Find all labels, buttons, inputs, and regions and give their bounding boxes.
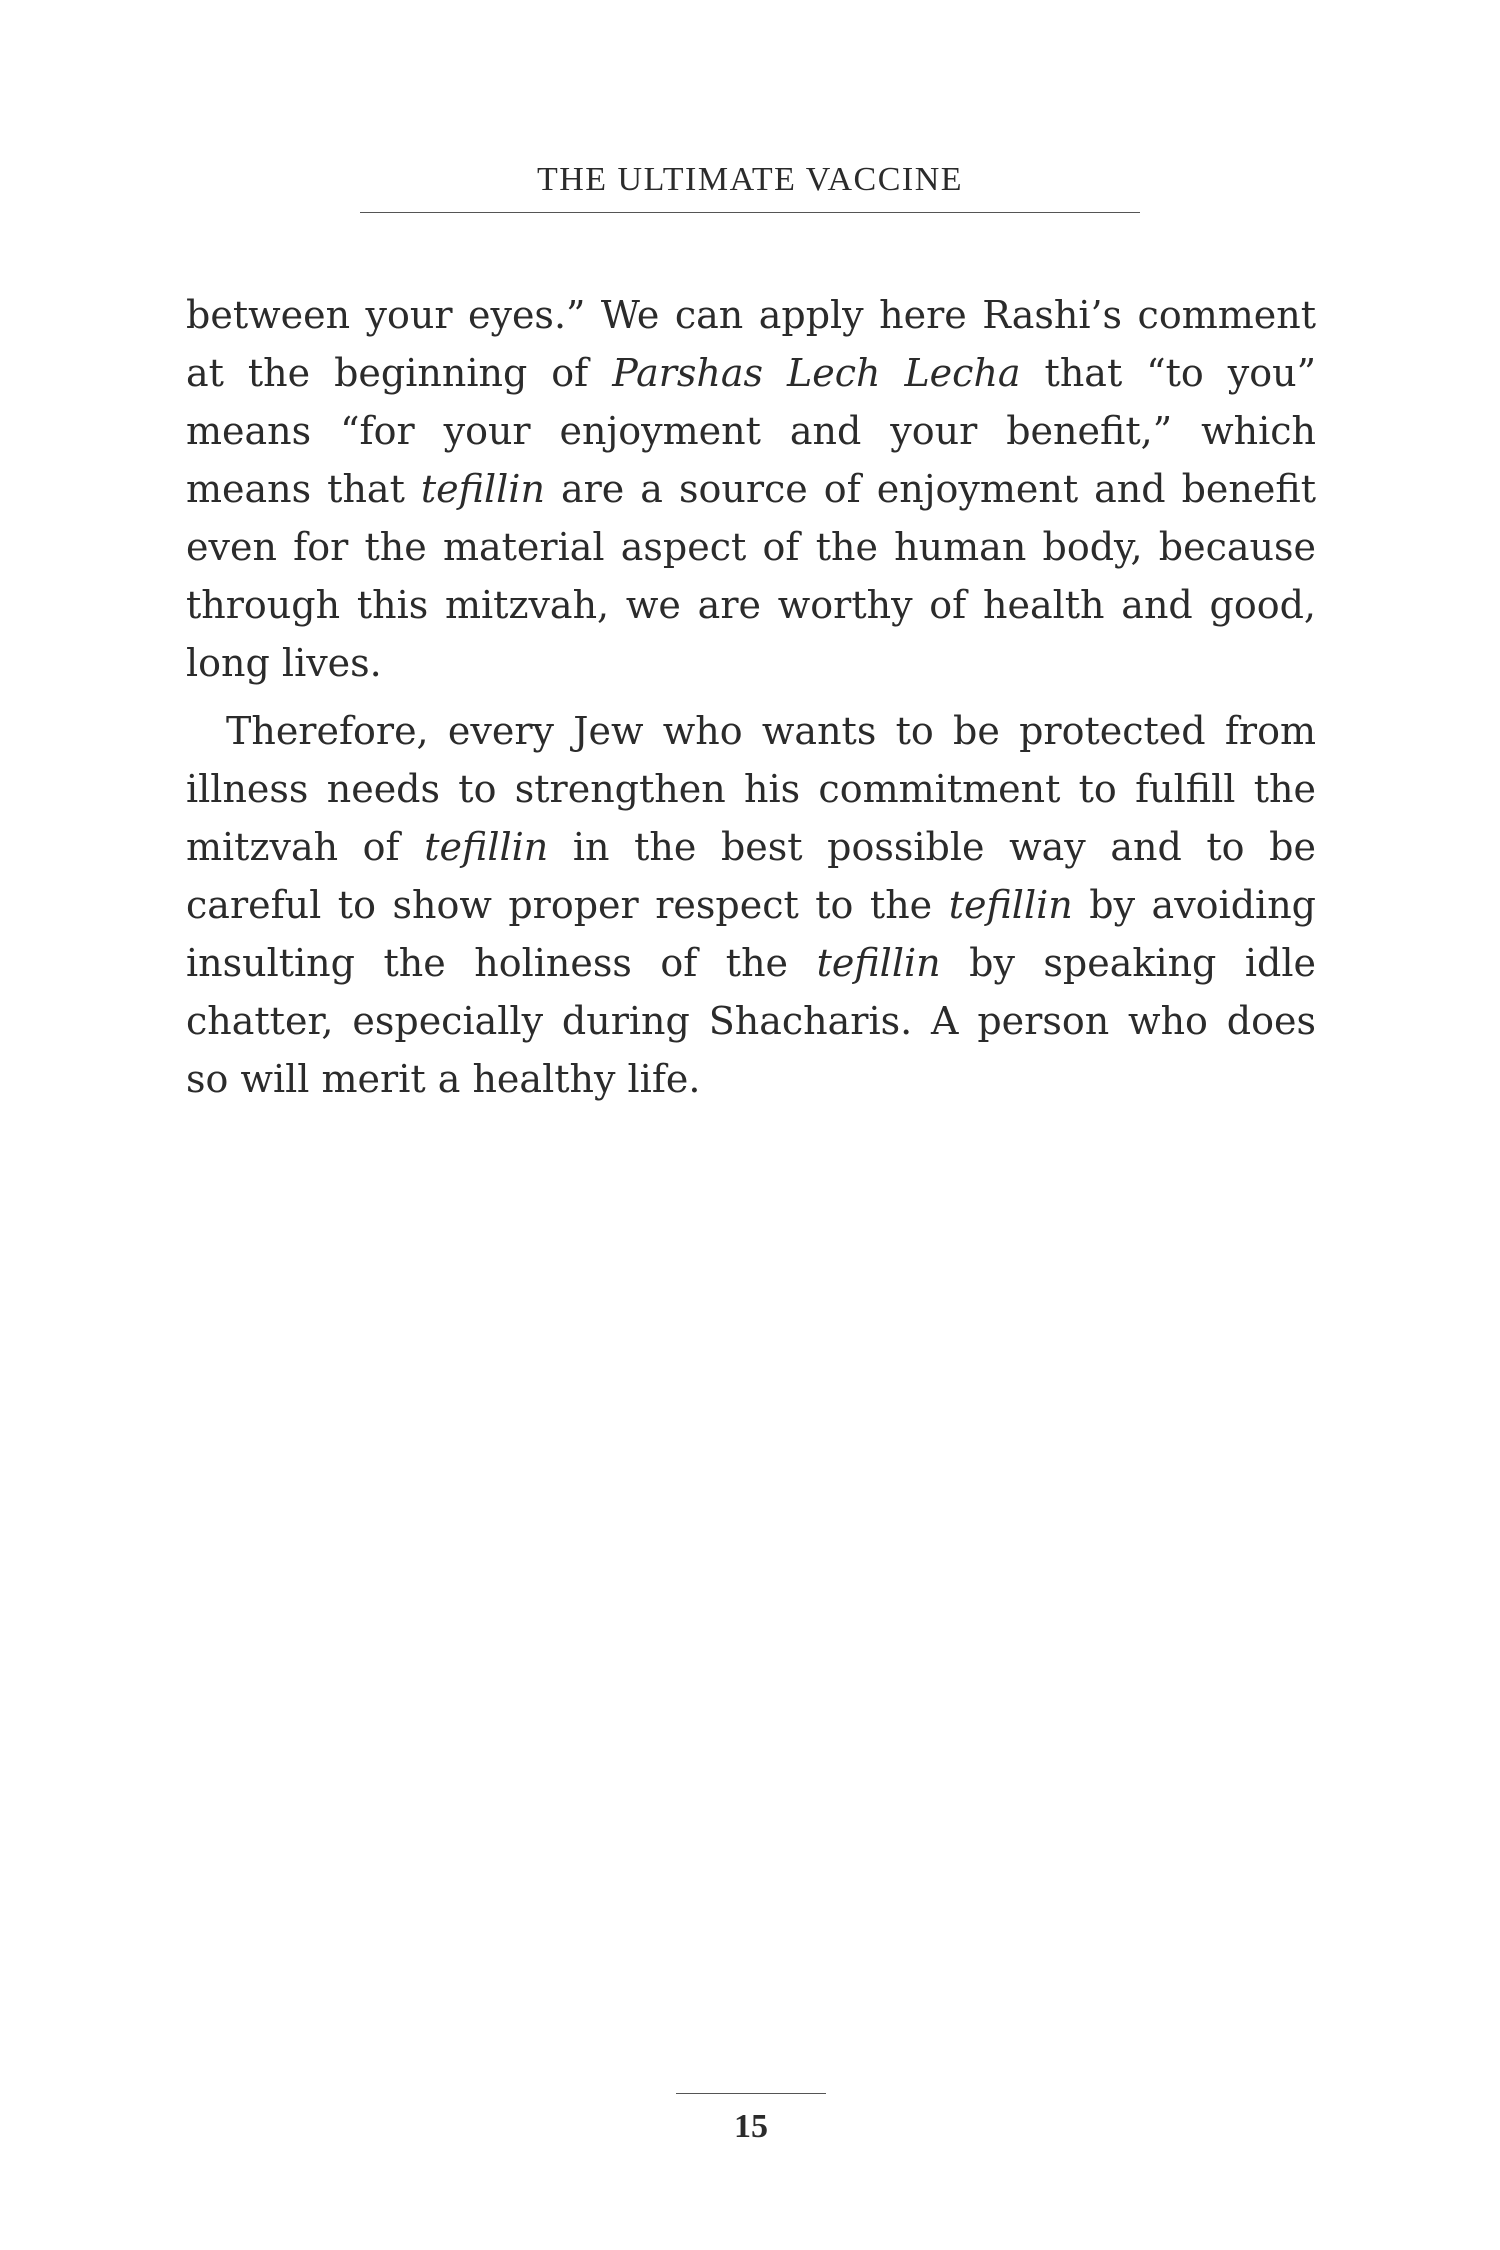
italic-term: tefillin [948, 883, 1073, 927]
footer-rule [676, 2093, 826, 2094]
paragraph-1 [186, 286, 1316, 692]
page-number: 15 [734, 2108, 768, 2145]
text-run: in the best possible way and to be careful to show proper respect to the [186, 825, 1316, 927]
text-run: that “to you” means “for your enjoyment and your benefit,” which means that [186, 351, 1316, 511]
paragraph-2 [186, 702, 1316, 1108]
italic-title: Parshas Lech Lecha [612, 351, 1021, 395]
text-run: are a source of enjoyment and benefit even for the material aspect of the human body, because through this mitzvah, we are worthy of health and good, long lives. [186, 467, 1316, 685]
italic-term: tefillin [424, 825, 549, 869]
text-run: Therefore, every Jew who wants to be protected from illness needs to strengthen his commitment to fulfill the mitzvah of [186, 709, 1316, 869]
header-rule [360, 212, 1140, 213]
body-text [186, 286, 1316, 1108]
text-run: by avoiding insulting the holiness of the [186, 883, 1316, 985]
italic-term: tefillin [420, 467, 545, 511]
text-run: by speaking idle chatter, especially during Shacharis. A person who does so will merit a healthy life. [186, 941, 1316, 1101]
running-head-title: THE ULTIMATE VACCINE [536, 161, 964, 198]
running-head [360, 160, 1140, 213]
italic-term: tefillin [816, 941, 941, 985]
text-run: between your eyes.” We can apply here Rashi’s comment at the beginning of [186, 293, 1316, 395]
folio [676, 2093, 826, 2146]
